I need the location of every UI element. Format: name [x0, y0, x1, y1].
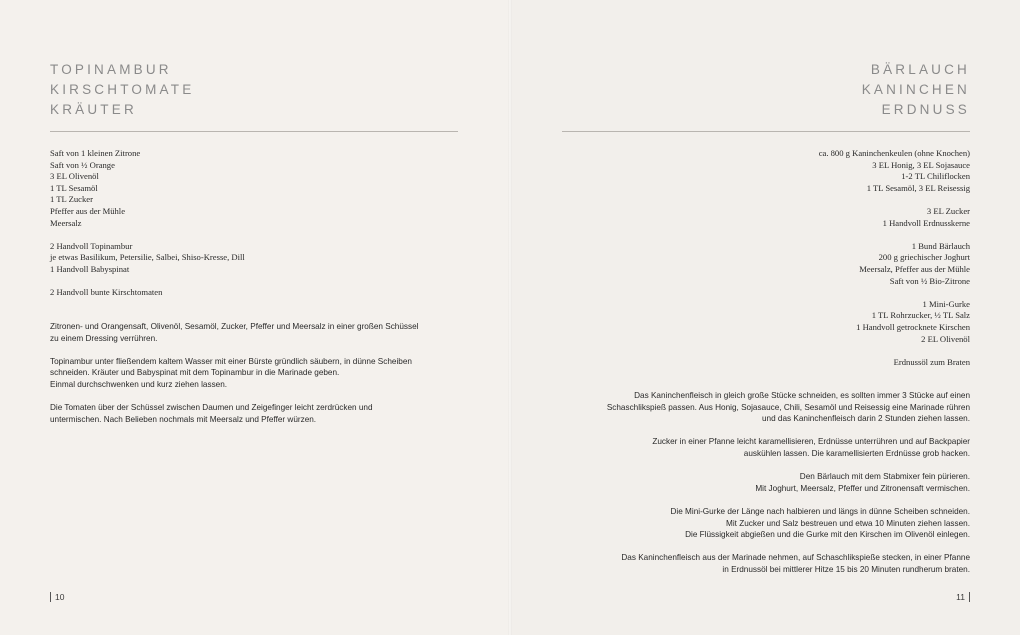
method-line: zu einem Dressing verrühren.: [50, 333, 158, 343]
ingredient-line: 1 Handvoll getrocknete Kirschen: [856, 321, 970, 332]
ingredient-line: Saft von 1 kleinen Zitrone: [50, 148, 141, 158]
method-paragraph: [50, 402, 470, 425]
ingredient-group: [550, 357, 970, 369]
method-line: und das Kaninchenfleisch darin 2 Stunden ziehen lassen.: [761, 414, 970, 424]
ingredient-line: Meersalz, Pfeffer aus der Mühle: [859, 263, 970, 274]
method-text: [50, 321, 470, 437]
ingredient-line: Pfeffer aus der Mühle: [50, 205, 126, 216]
method-text: [550, 390, 970, 587]
page-number: 10: [50, 592, 64, 602]
method-line: Die Flüssigkeit abgießen und die Gurke mit den Kirschen im Olivenöl einlegen.: [685, 530, 970, 540]
method-line: in Erdnussöl bei mittlerer Hitze 15 bis 20 Minuten rundherum braten.: [722, 564, 970, 574]
ingredient-line: Saft von ½ Bio-Zitrone: [889, 275, 970, 286]
title-line: KIRSCHTOMATE: [50, 82, 195, 97]
recipe-title: [862, 60, 970, 120]
ingredient-line: je etwas Basilikum, Petersilie, Salbei, Shiso-Kresse, Dill: [50, 252, 245, 263]
ingredient-group: [50, 241, 470, 276]
ingredient-line: Erdnussöl zum Braten: [893, 356, 970, 367]
ingredient-line: 1 Bund Bärlauch: [911, 240, 970, 251]
divider: [50, 131, 458, 132]
method-paragraph: [550, 436, 970, 459]
method-line: Mit Joghurt, Meersalz, Pfeffer und Zitronensaft vermischen.: [755, 483, 970, 493]
method-line: Schaschlikspieß passen. Aus Honig, Sojasauce, Chili, Sesamöl und Reisessig eine Marinade rühren: [606, 402, 970, 412]
ingredient-line: 1 TL Sesamöl, 3 EL Reisessig: [866, 182, 970, 193]
book-gutter: [508, 0, 512, 635]
ingredient-list: [50, 148, 470, 310]
method-line: Das Kaninchenfleisch aus der Marinade nehmen, auf Schaschlikspieße stecken, in einer Pfanne: [621, 553, 970, 563]
method-line: Zucker in einer Pfanne leicht karamellisieren, Erdnüsse unterrühren und auf Backpapier: [652, 437, 970, 447]
ingredient-line: 2 EL Olivenöl: [921, 333, 970, 344]
method-line: Mit Zucker und Salz bestreuen und etwa 10 Minuten ziehen lassen.: [726, 518, 970, 528]
ingredient-group: [50, 287, 470, 299]
method-paragraph: [550, 506, 970, 541]
method-line: Das Kaninchenfleisch in gleich große Stücke schneiden, es sollten immer 3 Stücke auf einen: [634, 391, 970, 400]
method-paragraph: [550, 390, 970, 425]
ingredient-line: 2 Handvoll bunte Kirschtomaten: [50, 287, 163, 298]
ingredient-line: 1 Handvoll Babyspinat: [50, 263, 130, 274]
ingredient-line: 1 TL Zucker: [50, 194, 93, 205]
ingredient-line: 1-2 TL Chiliflocken: [901, 171, 970, 182]
ingredient-line: 3 EL Olivenöl: [50, 171, 99, 182]
method-paragraph: [550, 471, 970, 494]
ingredient-group: [550, 206, 970, 229]
method-line: Die Mini-Gurke der Länge nach halbieren und längs in dünne Scheiben schneiden.: [670, 506, 970, 516]
ingredient-line: 1 Handvoll Erdnusskerne: [882, 217, 970, 228]
method-line: Die Tomaten über der Schüssel zwischen Daumen und Zeigefinger leicht zerdrücken und: [50, 403, 373, 413]
method-line: Einmal durchschwenken und kurz ziehen lassen.: [50, 379, 228, 389]
ingredient-line: 2 Handvoll Topinambur: [50, 240, 133, 251]
right-page: [510, 0, 1020, 635]
method-paragraph: [50, 356, 470, 391]
title-line: BÄRLAUCH: [870, 62, 970, 77]
title-line: ERDNUSS: [881, 102, 970, 117]
ingredient-line: 1 TL Rohrzucker, ½ TL Salz: [871, 310, 970, 321]
method-line: Topinambur unter fließendem kaltem Wasser mit einer Bürste gründlich säubern, in dünne Scheiben: [50, 356, 412, 366]
method-paragraph: [550, 552, 970, 575]
divider: [562, 131, 970, 132]
method-paragraph: [50, 321, 470, 344]
title-line: TOPINAMBUR: [50, 62, 172, 77]
title-line: KANINCHEN: [861, 82, 970, 97]
ingredient-group: [550, 241, 970, 287]
ingredient-line: 3 EL Honig, 3 EL Sojasauce: [872, 159, 970, 170]
ingredient-line: Meersalz: [50, 217, 82, 228]
method-line: Zitronen- und Orangensaft, Olivenöl, Sesamöl, Zucker, Pfeffer und Meersalz in einer großen Schüssel: [50, 322, 419, 331]
ingredient-list: [550, 148, 970, 380]
ingredient-group: [50, 148, 470, 229]
method-line: auskühlen lassen. Die karamellisierten Erdnüsse grob hacken.: [743, 448, 970, 458]
method-line: Den Bärlauch mit dem Stabmixer fein pürieren.: [799, 472, 970, 482]
ingredient-line: ca. 800 g Kaninchenkeulen (ohne Knochen): [818, 148, 970, 158]
ingredient-line: 200 g griechischer Joghurt: [878, 252, 970, 263]
ingredient-line: 1 TL Sesamöl: [50, 182, 98, 193]
page-number: 11: [956, 592, 970, 602]
ingredient-line: 3 EL Zucker: [926, 205, 970, 216]
ingredient-group: [550, 148, 970, 194]
method-line: schneiden. Kräuter und Babyspinat mit dem Topinambur in die Marinade geben.: [50, 368, 340, 378]
ingredient-line: 1 Mini-Gurke: [922, 298, 970, 309]
title-line: KRÄUTER: [50, 102, 137, 117]
recipe-title: [50, 60, 194, 120]
method-line: untermischen. Nach Belieben nochmals mit Meersalz und Pfeffer würzen.: [50, 414, 317, 424]
ingredient-line: Saft von ½ Orange: [50, 159, 115, 170]
ingredient-group: [550, 299, 970, 345]
